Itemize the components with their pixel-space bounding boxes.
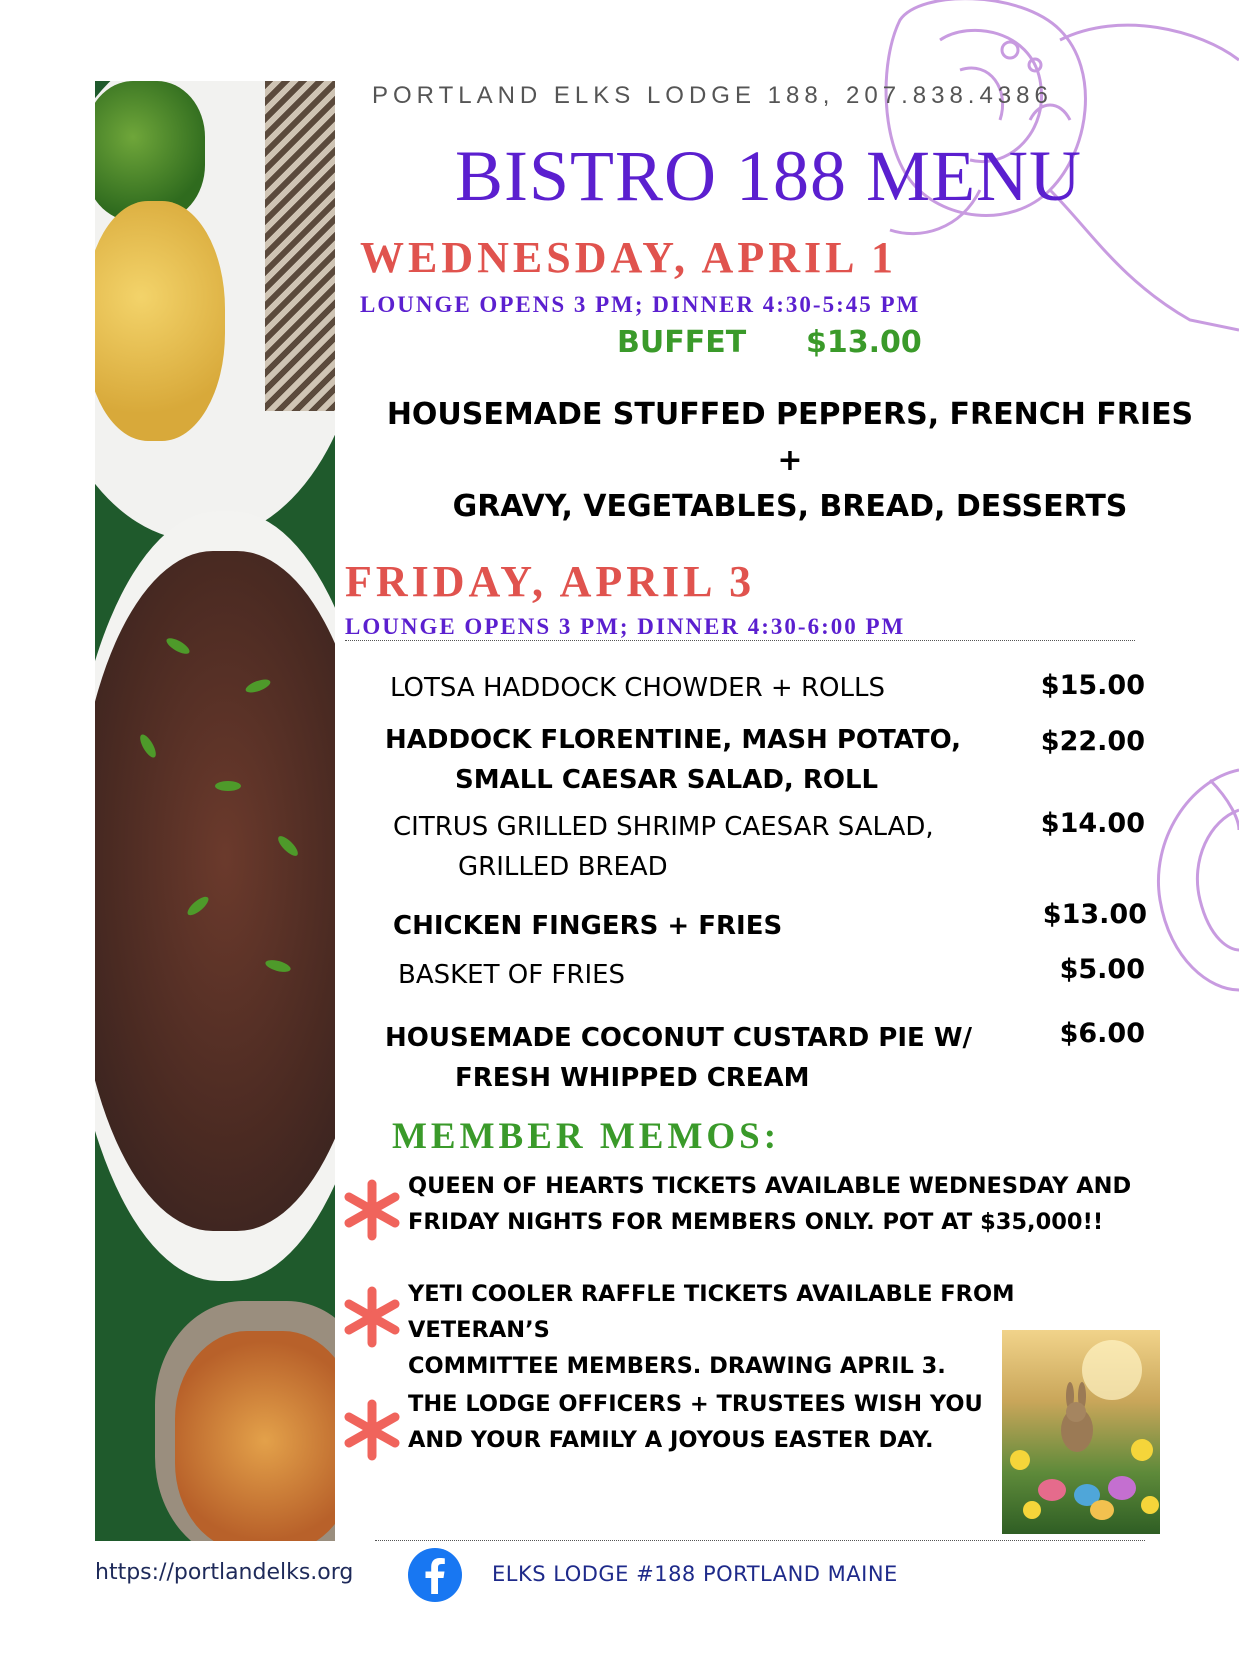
memo-line: COMMITTEE MEMBERS. DRAWING APRIL 3. <box>408 1353 946 1379</box>
menu-item-price: $13.00 <box>1042 899 1147 930</box>
buffet-label: BUFFET <box>617 325 747 360</box>
buffet-description-line: HOUSEMADE STUFFED PEPPERS, FRENCH FRIES + <box>386 397 1194 478</box>
menu-item <box>393 807 934 887</box>
easter-bunny-photo <box>1002 1330 1160 1534</box>
menu-item <box>398 955 625 995</box>
memo-line: THE LODGE OFFICERS + TRUSTEES WISH YOU <box>408 1391 983 1417</box>
menu-item-name: LOTSA HADDOCK CHOWDER + ROLLS <box>390 673 885 703</box>
placemat-pattern <box>265 81 335 411</box>
memo-line: FRIDAY NIGHTS FOR MEMBERS ONLY. POT AT $35,000!! <box>408 1209 1104 1235</box>
website-link[interactable]: https://portlandelks.org <box>95 1560 354 1585</box>
easter-scene-illustration <box>1002 1330 1160 1534</box>
menu-item-name: CITRUS GRILLED SHRIMP CAESAR SALAD, <box>393 812 934 842</box>
asterisk-icon <box>340 1398 404 1462</box>
menu-item-price: $5.00 <box>1059 954 1145 985</box>
member-memos-heading: MEMBER MEMOS: <box>392 1116 781 1157</box>
noodles <box>95 201 225 441</box>
menu-item-name: BASKET OF FRIES <box>398 960 626 990</box>
food-photo-column <box>95 81 335 1541</box>
memo-line: QUEEN OF HEARTS TICKETS AVAILABLE WEDNESDAY AND <box>408 1173 1132 1199</box>
buffet-description <box>380 392 1200 530</box>
menu-item <box>393 906 782 946</box>
divider <box>375 1540 1145 1541</box>
friday-heading: FRIDAY, APRIL 3 <box>345 557 756 606</box>
menu-item-name-continued: SMALL CAESAR SALAD, ROLL <box>455 765 879 795</box>
wednesday-heading: WEDNESDAY, APRIL 1 <box>360 233 898 282</box>
wednesday-hours: LOUNGE OPENS 3 PM; DINNER 4:30-5:45 PM <box>360 292 921 317</box>
herb-garnish <box>215 781 241 791</box>
lodge-contact-line: PORTLAND ELKS LODGE 188, 207.838.4386 <box>372 82 1053 109</box>
asterisk-icon <box>340 1178 404 1242</box>
fried-shallots <box>175 1331 335 1541</box>
asterisk-icon <box>340 1285 404 1349</box>
memo-item <box>408 1168 1148 1240</box>
menu-item-price: $15.00 <box>1040 670 1145 701</box>
buffet-description-line: GRAVY, VEGETABLES, BREAD, DESSERTS <box>452 489 1128 524</box>
menu-item-name: HADDOCK FLORENTINE, MASH POTATO, <box>385 725 961 755</box>
menu-item <box>385 1018 972 1098</box>
beef-stew <box>95 551 335 1231</box>
menu-item <box>390 668 885 708</box>
menu-item-name-continued: GRILLED BREAD <box>458 852 668 882</box>
memo-line: YETI COOLER RAFFLE TICKETS AVAILABLE FROM VETERAN’S <box>408 1281 1015 1343</box>
buffet-price: $13.00 <box>806 325 922 360</box>
menu-item-price: $6.00 <box>1059 1018 1145 1049</box>
flower-outline-decoration-side <box>1150 760 1239 1000</box>
menu-item <box>385 720 961 800</box>
menu-item-name: CHICKEN FINGERS + FRIES <box>393 911 783 941</box>
facebook-page-name[interactable]: ELKS LODGE #188 PORTLAND MAINE <box>492 1562 898 1586</box>
menu-item-name-continued: FRESH WHIPPED CREAM <box>455 1063 810 1093</box>
greens-garnish <box>95 81 205 221</box>
menu-item-price: $22.00 <box>1040 726 1145 757</box>
menu-item-name: HOUSEMADE COCONUT CUSTARD PIE W/ <box>385 1023 973 1053</box>
friday-hours: LOUNGE OPENS 3 PM; DINNER 4:30-6:00 PM <box>345 614 906 639</box>
facebook-icon[interactable] <box>408 1548 462 1602</box>
memo-line: AND YOUR FAMILY A JOYOUS EASTER DAY. <box>408 1427 934 1453</box>
menu-item-price: $14.00 <box>1040 808 1145 839</box>
menu-title: BISTRO 188 MENU <box>455 136 1083 216</box>
divider <box>345 640 1135 641</box>
